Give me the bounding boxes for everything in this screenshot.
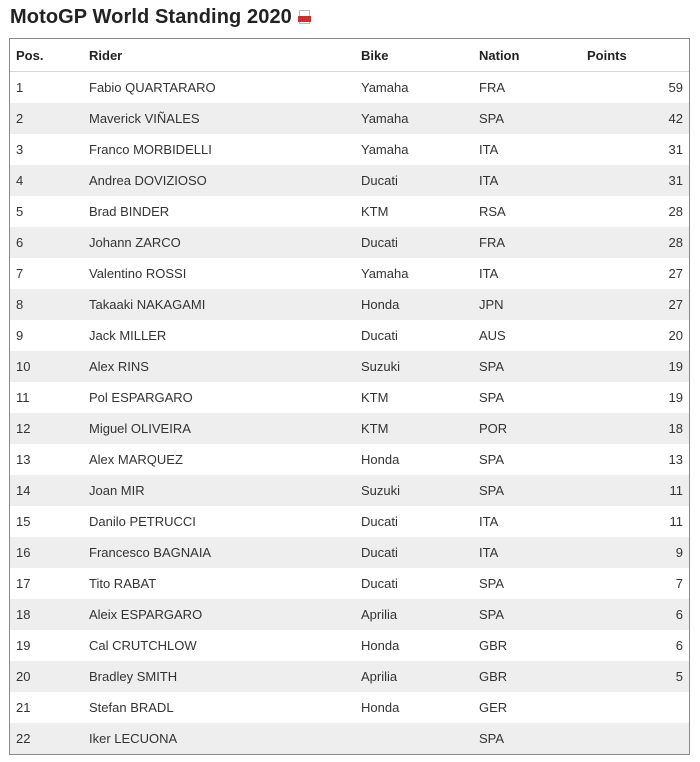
table-row <box>10 599 689 630</box>
cell-nation: GBR <box>479 638 508 653</box>
cell-pos: 5 <box>16 204 24 219</box>
cell-bike: Suzuki <box>361 475 479 506</box>
page-title: MotoGP World Standing 2020 <box>10 5 292 28</box>
table-row <box>10 506 689 537</box>
cell-nation: ITA <box>479 514 499 529</box>
column-header-pos: Pos. <box>10 39 89 72</box>
cell-pos: 3 <box>16 142 24 157</box>
table-row <box>10 444 689 475</box>
cell-rider: Francesco BAGNAIA <box>89 537 361 568</box>
cell-points: 28 <box>668 204 683 219</box>
cell-pos: 18 <box>10 599 89 630</box>
cell-pos: 13 <box>16 452 31 467</box>
cell-rider: Stefan BRADL <box>89 700 174 715</box>
cell-pos: 16 <box>10 537 89 568</box>
cell-rider: Alex MARQUEZ <box>89 452 183 467</box>
cell-bike: Ducati <box>361 537 479 568</box>
cell-points: 11 <box>587 475 689 506</box>
cell-points: 9 <box>587 537 689 568</box>
cell-points: 28 <box>587 227 689 258</box>
cell-nation: ITA <box>479 165 587 196</box>
cell-rider: Fabio QUARTARARO <box>89 80 216 95</box>
cell-points: 31 <box>587 165 689 196</box>
cell-rider: Miguel OLIVEIRA <box>89 413 361 444</box>
cell-pos: 14 <box>10 475 89 506</box>
cell-nation: FRA <box>479 80 505 95</box>
cell-bike: Yamaha <box>361 103 479 134</box>
cell-rider: Tito RABAT <box>89 576 157 591</box>
cell-nation: SPA <box>479 103 587 134</box>
cell-points: 6 <box>675 638 683 653</box>
cell-rider: Alex RINS <box>89 351 361 382</box>
table-row <box>10 351 689 382</box>
cell-rider: Johann ZARCO <box>89 227 361 258</box>
cell-pos: 12 <box>10 413 89 444</box>
column-header-bike: Bike <box>361 39 479 72</box>
table-row <box>10 537 689 568</box>
cell-bike: Honda <box>361 289 479 320</box>
cell-nation: SPA <box>479 351 587 382</box>
cell-rider: Valentino ROSSI <box>89 266 187 281</box>
standings-table <box>10 39 689 754</box>
cell-points: 27 <box>587 289 689 320</box>
cell-rider: Franco MORBIDELLI <box>89 142 212 157</box>
table-row <box>10 196 689 227</box>
cell-pos: 22 <box>10 723 89 754</box>
cell-bike: KTM <box>361 204 389 219</box>
cell-bike: Yamaha <box>361 80 409 95</box>
cell-nation: ITA <box>479 142 499 157</box>
cell-bike <box>361 723 479 754</box>
cell-nation: SPA <box>479 599 587 630</box>
cell-pos: 2 <box>10 103 89 134</box>
standings-table-container <box>9 38 690 755</box>
cell-points <box>587 723 689 754</box>
table-row <box>10 72 689 104</box>
column-header-points: Points <box>587 39 689 72</box>
cell-points <box>587 692 689 723</box>
cell-bike: Aprilia <box>361 661 479 692</box>
cell-points: 20 <box>668 328 683 343</box>
cell-bike: Yamaha <box>361 266 409 281</box>
cell-nation: POR <box>479 413 587 444</box>
cell-rider: Cal CRUTCHLOW <box>89 638 197 653</box>
cell-pos: 6 <box>10 227 89 258</box>
column-header-rider: Rider <box>89 39 361 72</box>
cell-bike: KTM <box>361 413 479 444</box>
cell-nation: JPN <box>479 289 587 320</box>
table-row <box>10 568 689 599</box>
cell-nation: SPA <box>479 723 587 754</box>
table-row <box>10 258 689 289</box>
cell-bike: Ducati <box>361 576 398 591</box>
cell-bike: Ducati <box>361 514 398 529</box>
table-row <box>10 320 689 351</box>
cell-pos: 4 <box>10 165 89 196</box>
cell-bike: Honda <box>361 700 400 715</box>
cell-nation: GER <box>479 700 508 715</box>
cell-pos: 9 <box>16 328 24 343</box>
cell-pos: 15 <box>16 514 31 529</box>
pdf-icon[interactable] <box>298 10 312 25</box>
table-row <box>10 692 689 723</box>
cell-nation: SPA <box>479 475 587 506</box>
cell-points: 11 <box>669 514 683 529</box>
cell-rider: Iker LECUONA <box>89 723 361 754</box>
cell-points: 13 <box>668 452 683 467</box>
cell-nation: SPA <box>479 390 505 405</box>
cell-pos: 17 <box>16 576 31 591</box>
cell-pos: 21 <box>16 700 31 715</box>
cell-points: 19 <box>587 351 689 382</box>
table-row <box>10 165 689 196</box>
table-row <box>10 723 689 754</box>
cell-points: 27 <box>668 266 683 281</box>
cell-nation: GBR <box>479 661 587 692</box>
cell-bike: Honda <box>361 452 400 467</box>
cell-points: 42 <box>587 103 689 134</box>
page-header <box>10 4 312 30</box>
table-row <box>10 382 689 413</box>
cell-bike: Honda <box>361 638 400 653</box>
table-row <box>10 661 689 692</box>
cell-rider: Pol ESPARGARO <box>89 390 193 405</box>
table-row <box>10 227 689 258</box>
cell-nation: ITA <box>479 266 499 281</box>
cell-rider: Bradley SMITH <box>89 661 361 692</box>
cell-rider: Maverick VIÑALES <box>89 103 361 134</box>
cell-nation: RSA <box>479 204 506 219</box>
cell-points: 5 <box>587 661 689 692</box>
cell-bike: Aprilia <box>361 599 479 630</box>
cell-rider: Takaaki NAKAGAMI <box>89 289 361 320</box>
column-header-nation: Nation <box>479 39 587 72</box>
cell-points: 18 <box>587 413 689 444</box>
cell-points: 19 <box>668 390 683 405</box>
cell-nation: ITA <box>479 537 587 568</box>
cell-rider: Aleix ESPARGARO <box>89 599 361 630</box>
cell-pos: 20 <box>10 661 89 692</box>
table-header-row <box>10 39 689 72</box>
cell-bike: Ducati <box>361 328 398 343</box>
cell-pos: 10 <box>10 351 89 382</box>
table-row <box>10 475 689 506</box>
table-row <box>10 103 689 134</box>
cell-pos: 19 <box>16 638 31 653</box>
cell-points: 31 <box>668 142 683 157</box>
cell-pos: 1 <box>16 80 24 95</box>
cell-nation: SPA <box>479 452 505 467</box>
cell-bike: Suzuki <box>361 351 479 382</box>
cell-pos: 11 <box>16 390 30 405</box>
cell-rider: Jack MILLER <box>89 328 167 343</box>
cell-nation: AUS <box>479 328 506 343</box>
cell-bike: Ducati <box>361 227 479 258</box>
cell-rider: Joan MIR <box>89 475 361 506</box>
cell-pos: 8 <box>10 289 89 320</box>
cell-bike: Yamaha <box>361 142 409 157</box>
cell-bike: Ducati <box>361 165 479 196</box>
cell-points: 59 <box>668 80 683 95</box>
cell-rider: Andrea DOVIZIOSO <box>89 165 361 196</box>
cell-nation: SPA <box>479 576 505 591</box>
table-row <box>10 630 689 661</box>
cell-points: 6 <box>587 599 689 630</box>
table-row <box>10 134 689 165</box>
cell-rider: Brad BINDER <box>89 204 170 219</box>
cell-nation: FRA <box>479 227 587 258</box>
cell-rider: Danilo PETRUCCI <box>89 514 196 529</box>
cell-points: 7 <box>675 576 683 591</box>
cell-bike: KTM <box>361 390 389 405</box>
cell-pos: 7 <box>16 266 24 281</box>
table-row <box>10 413 689 444</box>
table-row <box>10 289 689 320</box>
